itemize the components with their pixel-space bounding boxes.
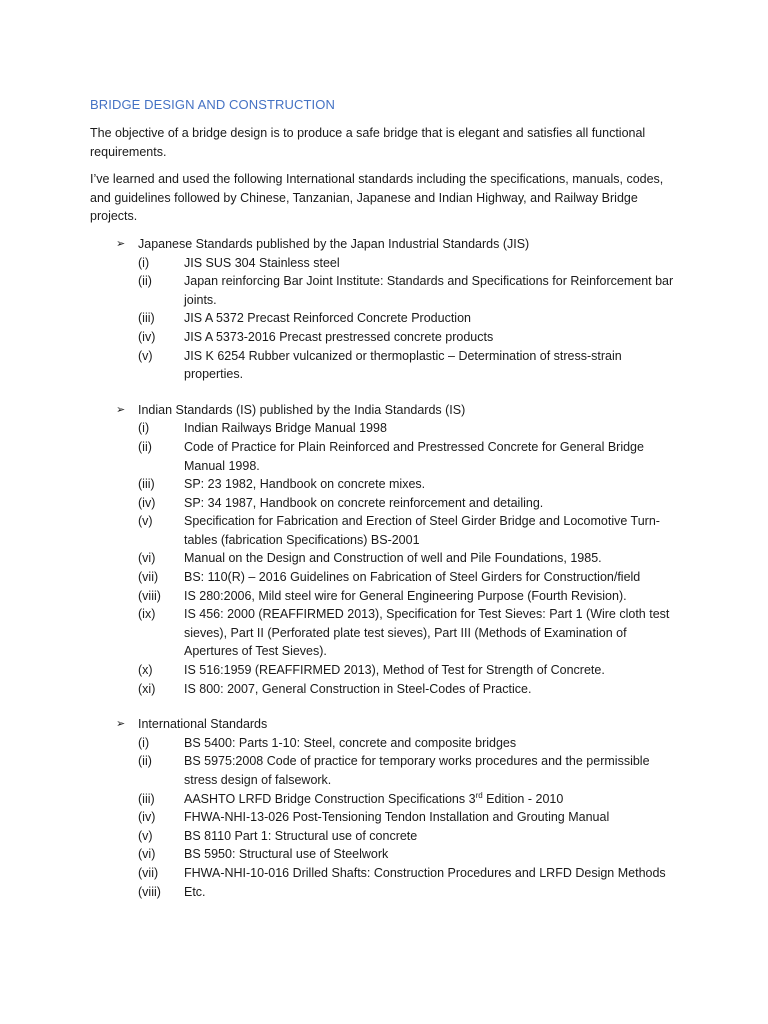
list-item-text xyxy=(184,568,680,587)
list-item-number: (v) xyxy=(138,828,153,843)
list-item-number: (ix) xyxy=(138,607,156,622)
list-item-text-main: JIS K 6254 Rubber vulcanized or thermoplastic – Determination of stress-strain properties. xyxy=(184,348,622,382)
list-item xyxy=(138,790,680,809)
list-item-text-main: FHWA-NHI-10-016 Drilled Shafts: Construction Procedures and LRFD Design Methods xyxy=(184,865,666,880)
list-item-text-main: BS 5950: Structural use of Steelwork xyxy=(184,847,389,862)
section-heading xyxy=(90,235,680,254)
list-item-text xyxy=(184,752,680,789)
list-item-text-main: IS 456: 2000 (REAFFIRMED 2013), Specification for Test Sieves: Part 1 (Wire cloth test sieves), Part II (Perforated plate test sieves), Part III (Methods of Examination of Apertures of Test Sieves). xyxy=(184,607,670,659)
list-item-text xyxy=(184,827,680,846)
standards-section xyxy=(90,715,680,901)
list-item-text-main: Manual on the Design and Construction of well and Pile Foundations, 1985. xyxy=(184,551,602,566)
list-item-text-after: Edition - 2010 xyxy=(482,791,564,806)
standards-section xyxy=(90,235,680,384)
list-item-text-main: BS 8110 Part 1: Structural use of concrete xyxy=(184,828,418,843)
list-item-number: (viii) xyxy=(138,884,161,899)
list-item-text-main: Specification for Fabrication and Erection of Steel Girder Bridge and Locomotive Turn-tables (fabrication Specifications) BS-2001 xyxy=(184,514,660,547)
list-item-number: (ii) xyxy=(138,754,152,769)
list-item-number: (ii) xyxy=(138,274,152,289)
list-item-number: (vi) xyxy=(138,847,156,862)
list-item xyxy=(138,587,680,606)
list-item xyxy=(138,438,680,475)
list-item xyxy=(138,864,680,883)
section-heading-text: International Standards xyxy=(138,717,268,732)
list-item-text-main: Code of Practice for Plain Reinforced and Prestressed Concrete for General Bridge Manual 1998. xyxy=(184,439,644,473)
list-item-text-main: IS 280:2006, Mild steel wire for General Engineering Purpose (Fourth Revision). xyxy=(184,588,627,603)
list-item-text xyxy=(184,661,680,680)
list-item-text-main: Japan reinforcing Bar Joint Institute: Standards and Specifications for Reinforcement bar joints. xyxy=(184,274,674,307)
list-item-number: (xi) xyxy=(138,681,156,696)
list-item-text xyxy=(184,309,680,328)
list-item-number: (vii) xyxy=(138,865,159,880)
standards-list xyxy=(90,419,680,698)
arrow-bullet-icon: ➢ xyxy=(116,403,126,416)
list-item xyxy=(138,328,680,347)
list-item-number: (v) xyxy=(138,514,153,529)
list-item-text xyxy=(184,272,680,309)
list-item-text xyxy=(184,680,680,699)
list-item-text xyxy=(184,605,680,661)
list-item-number: (ii) xyxy=(138,439,152,454)
list-item-number: (iv) xyxy=(138,329,156,344)
list-item xyxy=(138,272,680,309)
standards-list xyxy=(90,734,680,901)
list-item-number: (vi) xyxy=(138,551,156,566)
intro-paragraph: The objective of a bridge design is to produce a safe bridge that is elegant and satisfies all functional requirements. xyxy=(90,126,646,159)
section-heading xyxy=(90,715,680,734)
list-item-text xyxy=(184,475,680,494)
list-item-text xyxy=(184,864,680,883)
list-item-text xyxy=(184,845,680,864)
list-item-number: (iv) xyxy=(138,495,156,510)
section-heading xyxy=(90,401,680,420)
list-item-number: (iv) xyxy=(138,810,156,825)
list-item xyxy=(138,845,680,864)
list-item-text-main: JIS SUS 304 Stainless steel xyxy=(184,255,340,270)
list-item-text-main: BS 5975:2008 Code of practice for temporary works procedures and the permissible stress design of falsework. xyxy=(184,754,650,787)
list-item-text xyxy=(184,419,680,438)
list-item-text xyxy=(184,438,680,475)
list-item xyxy=(138,568,680,587)
list-item-text xyxy=(184,734,680,753)
list-item xyxy=(138,883,680,902)
list-item-text-main: JIS A 5372 Precast Reinforced Concrete Production xyxy=(184,311,471,326)
list-item-text-main: BS 5400: Parts 1-10: Steel, concrete and composite bridges xyxy=(184,735,517,750)
list-item-text xyxy=(184,587,680,606)
list-item-text-main: BS: 110(R) – 2016 Guidelines on Fabrication of Steel Girders for Construction/field xyxy=(184,570,641,585)
list-item xyxy=(138,309,680,328)
list-item-text-main: IS 516:1959 (REAFFIRMED 2013), Method of Test for Strength of Concrete. xyxy=(184,663,605,678)
list-item xyxy=(138,512,680,549)
list-item-text-main: Indian Railways Bridge Manual 1998 xyxy=(184,421,387,436)
list-item-text xyxy=(184,549,680,568)
list-item xyxy=(138,419,680,438)
document-title: BRIDGE DESIGN AND CONSTRUCTION xyxy=(90,97,335,112)
list-item xyxy=(138,347,680,384)
intro-paragraph-2: I’ve learned and used the following International standards including the specifications, manuals, codes, and guidelines followed by Chinese, Tanzanian, Japanese and Indian Highway, and Railway Bridge projects. xyxy=(90,172,664,224)
list-item xyxy=(138,752,680,789)
list-item xyxy=(138,680,680,699)
standards-sections xyxy=(90,235,680,901)
arrow-bullet-icon: ➢ xyxy=(116,718,126,731)
list-item xyxy=(138,549,680,568)
list-item-superscript: rd xyxy=(475,790,483,800)
list-item-text-main: FHWA-NHI-13-026 Post-Tensioning Tendon Installation and Grouting Manual xyxy=(184,810,610,825)
list-item-text xyxy=(184,254,680,273)
list-item xyxy=(138,494,680,513)
standards-section xyxy=(90,401,680,699)
list-item xyxy=(138,661,680,680)
list-item xyxy=(138,827,680,846)
list-item-text xyxy=(184,347,680,384)
list-item-number: (vii) xyxy=(138,570,159,585)
list-item-number: (iii) xyxy=(138,477,155,492)
list-item-text xyxy=(184,790,680,809)
list-item xyxy=(138,734,680,753)
list-item-number: (v) xyxy=(138,348,153,363)
list-item-text xyxy=(184,883,680,902)
list-item-number: (i) xyxy=(138,735,150,750)
list-item-text xyxy=(184,328,680,347)
section-heading-text: Indian Standards (IS) published by the India Standards (IS) xyxy=(138,402,466,417)
list-item-text-main: Etc. xyxy=(184,884,206,899)
list-item-number: (viii) xyxy=(138,588,161,603)
list-item-number: (x) xyxy=(138,663,153,678)
arrow-bullet-icon: ➢ xyxy=(116,237,126,250)
list-item-number: (i) xyxy=(138,421,150,436)
standards-list xyxy=(90,254,680,384)
section-heading-text: Japanese Standards published by the Japan Industrial Standards (JIS) xyxy=(138,236,530,251)
list-item-text-main: SP: 34 1987, Handbook on concrete reinforcement and detailing. xyxy=(184,495,544,510)
list-item-text-main: JIS A 5373-2016 Precast prestressed concrete products xyxy=(184,329,494,344)
list-item-number: (i) xyxy=(138,255,150,270)
list-item xyxy=(138,475,680,494)
list-item-text xyxy=(184,494,680,513)
list-item-text-main: IS 800: 2007, General Construction in Steel-Codes of Practice. xyxy=(184,681,532,696)
list-item-text-main: AASHTO LRFD Bridge Construction Specifications 3 xyxy=(184,791,476,806)
list-item xyxy=(138,605,680,661)
list-item xyxy=(138,254,680,273)
list-item xyxy=(138,808,680,827)
list-item-number: (iii) xyxy=(138,311,155,326)
list-item-text xyxy=(184,512,680,549)
list-item-text xyxy=(184,808,680,827)
list-item-text-main: SP: 23 1982, Handbook on concrete mixes. xyxy=(184,477,426,492)
list-item-number: (iii) xyxy=(138,791,155,806)
